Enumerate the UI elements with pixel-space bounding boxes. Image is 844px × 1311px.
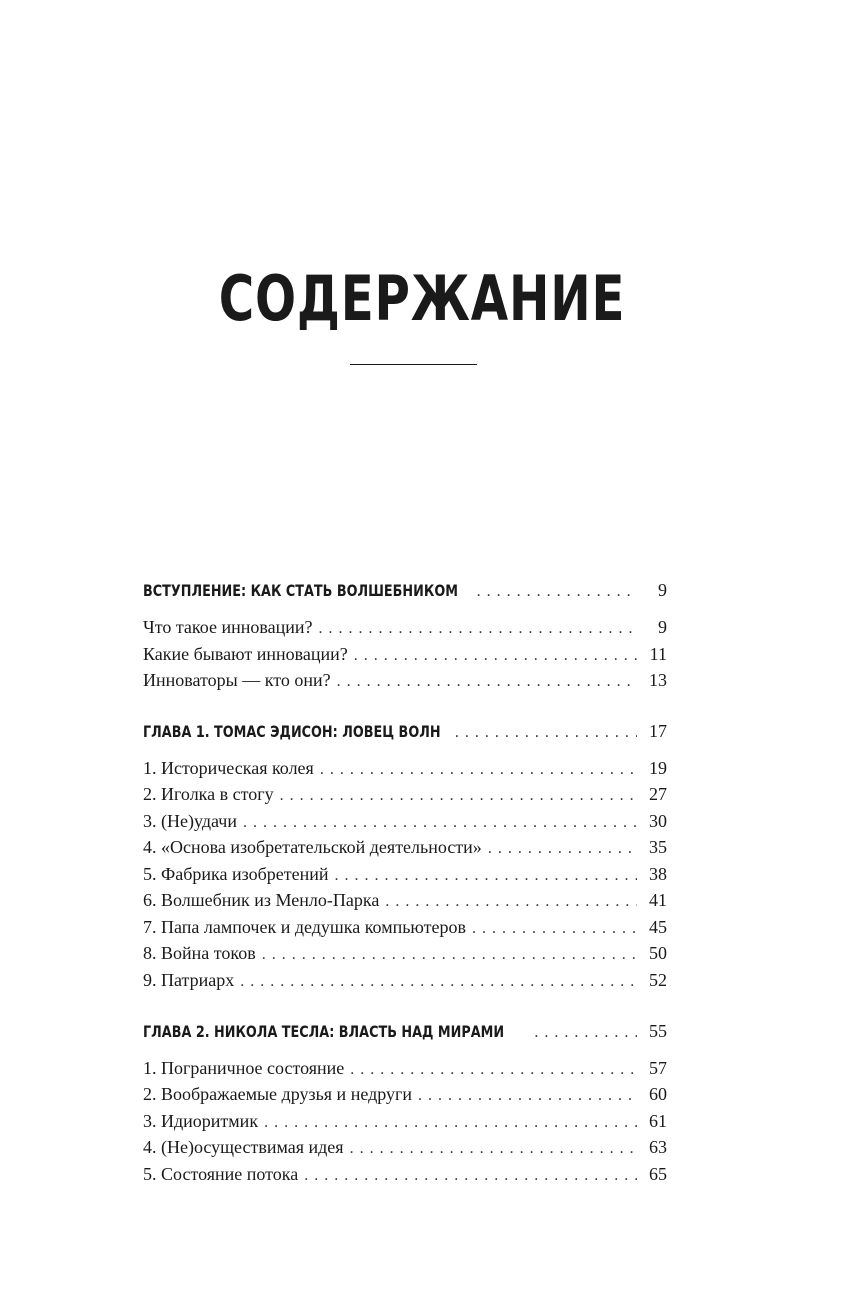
item-label: 1. Пограничное состояние (143, 1058, 345, 1078)
toc-section-heading[interactable] (143, 719, 667, 745)
page-number: 52 (649, 970, 667, 990)
page-number: 38 (649, 864, 667, 884)
dot-leader (320, 758, 637, 782)
page-number: 57 (649, 1058, 667, 1078)
item-label: Инноваторы — кто они? (143, 670, 331, 690)
page-number: 65 (649, 1164, 667, 1184)
page-number: 50 (649, 943, 667, 963)
item-label: 1. Историческая колея (143, 758, 314, 778)
page-number: 45 (649, 917, 667, 937)
dot-leader (240, 970, 637, 994)
toc-item[interactable] (143, 615, 667, 641)
toc-item[interactable] (143, 941, 667, 967)
page-number: 55 (649, 1021, 667, 1041)
item-label: 6. Волшебник из Менло-Парка (143, 890, 380, 910)
item-label: 2. Иголка в стогу (143, 784, 274, 804)
page-number: 30 (649, 811, 667, 831)
toc-item[interactable] (143, 1082, 667, 1108)
toc-item[interactable] (143, 756, 667, 782)
dot-leader (472, 917, 637, 941)
toc-item[interactable] (143, 888, 667, 914)
item-label: Какие бывают инновации? (143, 644, 348, 664)
dot-leader (418, 1084, 637, 1108)
toc-item[interactable] (143, 668, 667, 694)
page-number: 41 (649, 890, 667, 910)
dot-leader (264, 1111, 637, 1135)
item-label: 2. Воображаемые друзья и недруги (143, 1084, 413, 1104)
section-heading-label: ВСТУПЛЕНИЕ: КАК СТАТЬ ВОЛШЕБНИКОМ (143, 581, 458, 600)
page-number: 61 (649, 1111, 667, 1131)
toc-item[interactable] (143, 1109, 667, 1135)
item-label: 3. (Не)удачи (143, 811, 237, 831)
page-number: 9 (658, 617, 667, 637)
item-label: 4. «Основа изобретательской деятельности» (143, 837, 482, 857)
page-number: 63 (649, 1137, 667, 1157)
toc-item[interactable] (143, 1056, 667, 1082)
toc-item[interactable] (143, 809, 667, 835)
page-title: СОДЕРЖАНИЕ (218, 262, 626, 335)
item-label: Что такое инновации? (143, 617, 313, 637)
page-number: 11 (649, 644, 667, 664)
dot-leader (335, 864, 637, 888)
dot-leader (488, 837, 637, 861)
page-number: 35 (649, 837, 667, 857)
toc-section-heading[interactable] (143, 1019, 667, 1045)
section-heading-label: ГЛАВА 1. ТОМАС ЭДИСОН: ЛОВЕЦ ВОЛН (143, 722, 441, 741)
page-number: 17 (649, 721, 667, 741)
dot-leader (280, 784, 637, 808)
toc-item[interactable] (143, 782, 667, 808)
item-label: 3. Идиоритмик (143, 1111, 259, 1131)
dot-leader (455, 721, 637, 745)
toc-item[interactable] (143, 1162, 667, 1188)
toc-item[interactable] (143, 862, 667, 888)
dot-leader (385, 890, 637, 914)
item-label: 9. Патриарх (143, 970, 235, 990)
dot-leader (304, 1164, 637, 1188)
toc-item[interactable] (143, 1135, 667, 1161)
title-underline (350, 364, 477, 365)
item-label: 7. Папа лампочек и дедушка компьютеров (143, 917, 466, 937)
toc-item[interactable] (143, 968, 667, 994)
dot-leader (477, 580, 637, 604)
dot-leader (534, 1021, 637, 1045)
section-heading-label: ГЛАВА 2. НИКОЛА ТЕСЛА: ВЛАСТЬ НАД МИРАМИ (143, 1022, 505, 1041)
dot-leader (318, 617, 637, 641)
page-number: 19 (649, 758, 667, 778)
dot-leader (354, 644, 637, 668)
dot-leader (243, 811, 637, 835)
toc-item[interactable] (143, 835, 667, 861)
toc-item[interactable] (143, 642, 667, 668)
dot-leader (337, 670, 637, 694)
page-number: 27 (649, 784, 667, 804)
item-label: 4. (Не)осуществимая идея (143, 1137, 344, 1157)
toc-item[interactable] (143, 915, 667, 941)
dot-leader (262, 943, 637, 967)
dot-leader (350, 1058, 637, 1082)
page-number: 60 (649, 1084, 667, 1104)
toc-section-heading[interactable] (143, 578, 667, 604)
dot-leader (350, 1137, 637, 1161)
page-number: 9 (658, 580, 667, 600)
item-label: 5. Фабрика изобретений (143, 864, 329, 884)
item-label: 5. Состояние потока (143, 1164, 299, 1184)
item-label: 8. Война токов (143, 943, 256, 963)
page-number: 13 (649, 670, 667, 690)
